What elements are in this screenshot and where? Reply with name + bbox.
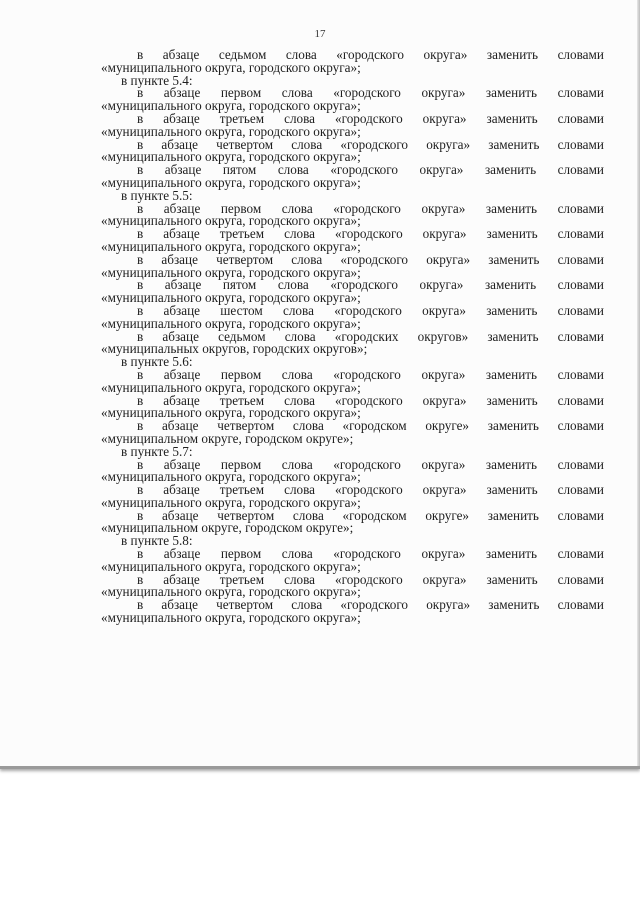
word: слова: [281, 546, 313, 562]
text-line: «муниципального округа, городского округа»;: [101, 238, 361, 254]
word: слова: [281, 85, 313, 101]
text-line: «муниципального округа, городского округа»;: [101, 174, 361, 190]
subsection-heading: в пункте 5.6:: [121, 354, 193, 370]
word: абзаце: [161, 136, 198, 152]
word: слова: [285, 47, 317, 62]
word: слова: [291, 597, 323, 613]
word: «городском: [342, 507, 407, 523]
word: округа»: [421, 200, 466, 216]
word: заменить: [485, 85, 538, 101]
word: абзаце: [163, 366, 201, 382]
word: заменить: [486, 302, 538, 318]
word: словами: [557, 136, 604, 152]
word: словами: [557, 251, 604, 267]
word: четвертом: [216, 597, 274, 613]
word: заменить: [486, 482, 538, 498]
word: абзаце: [163, 85, 201, 101]
word: словами: [557, 162, 604, 178]
word: заменить: [487, 328, 539, 344]
word: в: [137, 456, 144, 472]
text-line: «муниципального округа, городского округа»;: [101, 405, 361, 421]
word: третьем: [219, 392, 265, 408]
word: в: [137, 47, 144, 62]
word: слова: [284, 328, 316, 344]
word: заменить: [488, 136, 540, 152]
word: абзаце: [161, 251, 198, 267]
text-line: «муниципального округа, городского округа»;: [101, 469, 361, 485]
word: округа»: [421, 456, 466, 472]
word: в: [137, 546, 144, 562]
word: четвертом: [217, 418, 275, 434]
word: словами: [557, 200, 604, 216]
word: в: [137, 302, 144, 318]
word: «городского: [330, 277, 398, 293]
word: в: [137, 251, 144, 267]
word: в: [137, 507, 144, 523]
word: абзаце: [163, 200, 201, 216]
word: заменить: [485, 200, 538, 216]
word: абзаце: [161, 597, 198, 613]
word: заменить: [487, 418, 539, 434]
word: округа»: [421, 85, 466, 101]
word: слова: [277, 277, 309, 293]
word: словами: [557, 366, 604, 382]
word: пятом: [222, 162, 257, 178]
word: слова: [281, 456, 313, 472]
word: четвертом: [216, 136, 274, 152]
word: округа»: [423, 47, 468, 62]
subsection-heading: в пункте 5.5:: [121, 187, 193, 203]
subsection-heading: в пункте 5.8:: [121, 533, 193, 549]
word: слова: [283, 302, 314, 318]
word: седьмом: [218, 328, 266, 344]
word: слова: [284, 110, 316, 126]
word: слова: [281, 366, 313, 382]
word: «городском: [342, 418, 407, 434]
word: слова: [292, 507, 324, 523]
word: словами: [557, 85, 604, 101]
word: абзаце: [164, 162, 202, 178]
word: слова: [277, 162, 309, 178]
word: округа»: [426, 136, 471, 152]
word: округа»: [426, 251, 471, 267]
word: третьем: [219, 110, 265, 126]
text-line: «муниципальном округе, городском округе»;: [101, 430, 354, 446]
word: «городского: [340, 251, 409, 267]
word: словами: [557, 597, 604, 613]
word: словами: [557, 418, 604, 434]
word: округа»: [422, 482, 467, 498]
word: округов»: [417, 328, 469, 344]
word: в: [137, 277, 144, 293]
word: слова: [284, 571, 316, 587]
word: шестом: [220, 302, 263, 318]
word: слова: [291, 136, 323, 152]
word: округа»: [419, 162, 464, 178]
word: абзаце: [163, 302, 201, 318]
word: «городского: [335, 392, 403, 408]
text-line: «муниципального округа, городского округа»;: [101, 59, 361, 75]
word: слова: [281, 200, 313, 216]
word: абзаце: [161, 507, 199, 523]
word: заменить: [487, 507, 539, 523]
word: «городского: [333, 456, 401, 472]
word: «городского: [336, 47, 404, 62]
word: в: [137, 597, 144, 613]
word: абзаце: [163, 482, 200, 498]
word: первом: [220, 200, 262, 216]
text-line: «муниципального округа, городского округа»;: [101, 610, 361, 626]
word: «городского: [335, 110, 403, 126]
word: в: [137, 162, 144, 178]
word: заменить: [486, 226, 538, 242]
word: в: [137, 328, 144, 344]
word: округа»: [419, 277, 464, 293]
word: абзаце: [163, 226, 200, 242]
word: округа»: [422, 110, 467, 126]
text-line: «муниципального округа, городского округа»;: [101, 290, 361, 306]
word: четвертом: [216, 251, 274, 267]
word: «городских: [334, 328, 399, 344]
word: округа»: [422, 571, 467, 587]
word: абзаце: [163, 456, 201, 472]
word: первом: [220, 456, 262, 472]
word: первом: [220, 366, 262, 382]
text-line: «муниципального округа, городского округа»;: [101, 379, 361, 395]
word: словами: [557, 302, 604, 318]
word: абзаце: [163, 571, 200, 587]
word: третьем: [219, 482, 265, 498]
text-line: «муниципального округа, городского округа»;: [101, 584, 361, 600]
word: округа»: [421, 366, 466, 382]
text-line: «муниципального округа, городского округа»;: [101, 98, 361, 114]
word: четвертом: [217, 507, 275, 523]
word: слова: [292, 418, 324, 434]
word: заменить: [488, 597, 540, 613]
word: седьмом: [218, 47, 267, 62]
word: слова: [291, 251, 323, 267]
word: округа»: [426, 597, 471, 613]
word: в: [137, 482, 144, 498]
word: абзаце: [163, 392, 200, 408]
word: словами: [557, 47, 604, 62]
word: словами: [557, 482, 604, 498]
word: «городского: [340, 597, 409, 613]
word: «городского: [335, 571, 403, 587]
word: «городского: [334, 302, 402, 318]
text-line: «муниципального округа, городского округа»;: [101, 494, 361, 510]
text-line: «муниципального округа, городского округа»;: [101, 264, 361, 280]
word: заменить: [486, 110, 538, 126]
word: абзаце: [161, 418, 199, 434]
document-body: [101, 49, 604, 625]
word: абзаце: [163, 110, 200, 126]
text-line: «муниципального округа, городского округа»;: [101, 149, 361, 165]
word: абзаце: [162, 47, 200, 62]
word: абзаце: [162, 328, 199, 344]
word: заменить: [488, 251, 540, 267]
word: заменить: [486, 392, 538, 408]
word: третьем: [219, 571, 265, 587]
word: третьем: [219, 226, 265, 242]
word: в: [137, 136, 144, 152]
word: «городского: [340, 136, 409, 152]
text-line: «муниципального округа, городского округа»;: [101, 315, 361, 331]
word: «городского: [330, 162, 398, 178]
word: заменить: [485, 546, 538, 562]
word: округа»: [422, 226, 467, 242]
word: словами: [557, 546, 604, 562]
word: заменить: [484, 162, 537, 178]
word: в: [137, 366, 144, 382]
word: словами: [557, 110, 604, 126]
word: в: [137, 110, 144, 126]
text-line: «муниципального округа, городского округа»;: [101, 123, 361, 139]
word: словами: [557, 456, 604, 472]
word: заменить: [485, 366, 538, 382]
word: округа»: [422, 302, 466, 318]
word: «городского: [335, 482, 403, 498]
text-line: «муниципального округа, городского округа»;: [101, 558, 361, 574]
word: в: [137, 392, 144, 408]
word: округе»: [425, 507, 470, 523]
word: словами: [557, 392, 604, 408]
word: «городского: [333, 366, 401, 382]
word: «городского: [335, 226, 403, 242]
word: абзаце: [163, 546, 201, 562]
word: в: [137, 418, 144, 434]
word: в: [137, 200, 144, 216]
word: словами: [557, 277, 604, 293]
text-line: «муниципальном округе, городском округе»;: [101, 520, 354, 536]
word: в: [137, 571, 144, 587]
text-line: «муниципальных округов, городских округов»;: [101, 341, 368, 357]
word: «городского: [333, 200, 401, 216]
word: в: [137, 226, 144, 242]
word: заменить: [486, 571, 538, 587]
subsection-heading: в пункте 5.4:: [121, 72, 193, 88]
word: словами: [557, 328, 604, 344]
word: «городского: [333, 85, 401, 101]
page-number: 17: [314, 28, 326, 40]
word: словами: [557, 226, 604, 242]
word: словами: [557, 507, 604, 523]
word: словами: [557, 571, 604, 587]
text-line: «муниципального округа, городского округа»;: [101, 213, 361, 229]
word: округа»: [422, 392, 467, 408]
word: первом: [220, 85, 262, 101]
word: в: [137, 85, 144, 101]
word: слова: [284, 392, 316, 408]
word: слова: [284, 226, 316, 242]
word: округа»: [421, 546, 466, 562]
word: пятом: [222, 277, 257, 293]
word: округе»: [425, 418, 470, 434]
word: заменить: [484, 277, 537, 293]
word: «городского: [333, 546, 401, 562]
word: абзаце: [164, 277, 202, 293]
word: первом: [220, 546, 262, 562]
word: заменить: [485, 456, 538, 472]
word: заменить: [486, 47, 539, 62]
word: слова: [284, 482, 316, 498]
subsection-heading: в пункте 5.7:: [121, 443, 193, 459]
